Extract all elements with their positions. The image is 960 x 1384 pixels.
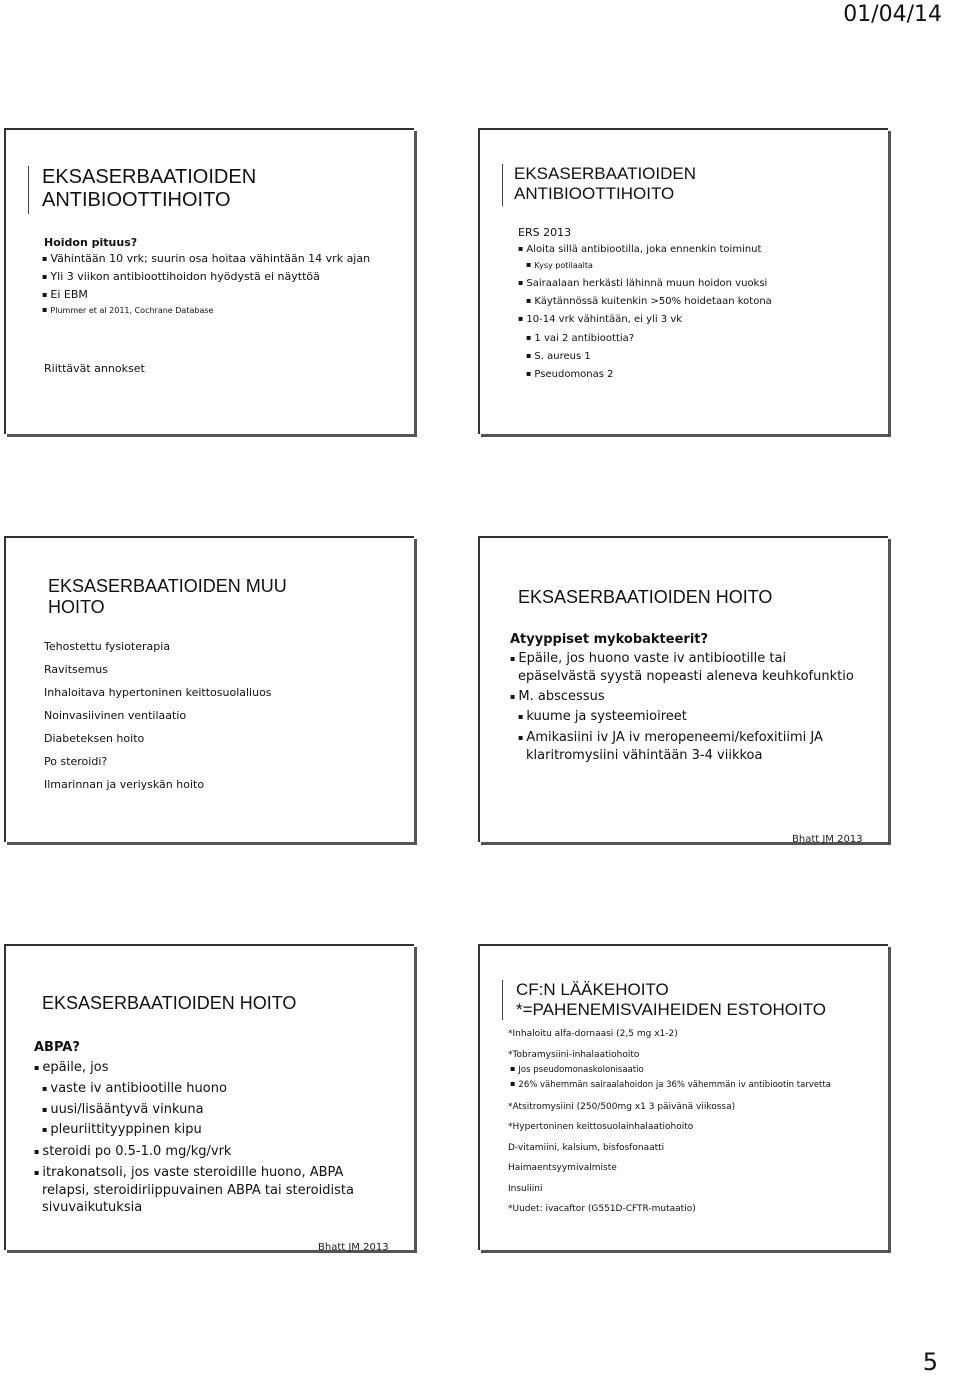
list-item: ▪ Epäile, jos huono vaste iv antibiootille tai (510, 651, 786, 666)
list-item: ▪ Vähintään 10 vrk; suurin osa hoitaa vähintään 14 vrk ajan (42, 252, 370, 265)
list-item: *Inhaloitu alfa-dornaasi (2,5 mg x1-2) (508, 1029, 678, 1039)
slide-2 (478, 128, 888, 434)
list-item: Hoidon pituus? (44, 236, 138, 249)
list-item: ▪ itrakonatsoli, jos vaste steroidille huono, ABPA (34, 1165, 343, 1180)
list-item: sivuvaikutuksia (42, 1200, 143, 1215)
list-item: ▪ Kysy potilaalta (526, 261, 593, 270)
list-item: Diabeteksen hoito (44, 732, 145, 745)
slide-title: EKSASERBAATIOIDEN MUU HOITO (48, 576, 287, 617)
list-item: Insuliini (508, 1184, 543, 1194)
list-item: Inhaloitava hypertoninen keittosuolaliuos (44, 686, 272, 699)
list-item: ▪ Käytännössä kuitenkin >50% hoidetaan kotona (526, 296, 772, 307)
list-item: ABPA? (34, 1040, 80, 1055)
list-item: ▪ vaste iv antibiootille huono (42, 1081, 227, 1096)
list-item: ▪ Ei EBM (42, 288, 88, 301)
list-item: Haimaentsyymivalmiste (508, 1163, 617, 1173)
title-accent-bar (28, 166, 29, 214)
list-item: Ilmarinnan ja veriyskän hoito (44, 778, 205, 791)
citation: Bhatt JM 2013 (318, 1242, 389, 1253)
slide-4 (478, 536, 888, 845)
list-item: Noinvasiivinen ventilaatio (44, 709, 187, 722)
list-item: ▪ steroidi po 0.5-1.0 mg/kg/vrk (34, 1144, 231, 1159)
list-item: Atyyppiset mykobakteerit? (510, 632, 709, 647)
list-item: D-vitamiini, kalsium, bisfosfonaatti (508, 1143, 665, 1153)
list-item: ERS 2013 (518, 226, 572, 239)
list-item: ▪ S. aureus 1 (526, 351, 591, 362)
list-item: ▪ 1 vai 2 antibioottia? (526, 333, 634, 344)
list-item: ▪ Plummer et al 2011, Cochrane Database (42, 306, 213, 315)
slide-title: EKSASERBAATIOIDEN HOITO (42, 993, 297, 1013)
title-accent-bar (502, 164, 503, 206)
list-item: epäselvästä syystä nopeasti aleneva keuhkofunktio (518, 669, 854, 684)
list-item: ▪ Amikasiini iv JA iv meropeneemi/kefoxitiimi JA (518, 730, 823, 745)
list-item: ▪ pleuriittityyppinen kipu (42, 1122, 202, 1137)
list-item: Po steroidi? (44, 755, 108, 768)
list-item: Riittävät annokset (44, 362, 145, 375)
citation: Bhatt JM 2013 (792, 834, 863, 845)
slide-6 (478, 944, 888, 1250)
list-item: relapsi, steroidiriippuvainen ABPA tai steroidista (42, 1183, 354, 1198)
list-item: ▪ 10-14 vrk vähintään, ei yli 3 vk (518, 314, 682, 325)
list-item: ▪ 26% vähemmän sairaalahoidon ja 36% vähemmän iv antibiootin tarvetta (510, 1080, 831, 1090)
slide-title: EKSASERBAATIOIDEN ANTIBIOOTTIHOITO (42, 166, 257, 211)
list-item: ▪ Yli 3 viikon antibioottihoidon hyödystä ei näyttöä (42, 270, 320, 283)
slide-title: CF:N LÄÄKEHOITO *=PAHENEMISVAIHEIDEN ESTOHOITO (516, 980, 827, 1019)
slide-title: EKSASERBAATIOIDEN HOITO (518, 587, 773, 607)
list-item: ▪ Pseudomonas 2 (526, 369, 614, 380)
list-item: ▪ M. abscessus (510, 689, 605, 704)
list-item: ▪ Sairaalaan herkästi lähinnä muun hoidon vuoksi (518, 278, 767, 289)
list-item: Tehostettu fysioterapia (44, 640, 171, 653)
list-item: *Atsitromysiini (250/500mg x1 3 päivänä viikossa) (508, 1102, 736, 1112)
list-item: ▪ uusi/lisääntyvä vinkuna (42, 1102, 204, 1117)
list-item: Ravitsemus (44, 663, 108, 676)
list-item: ▪ Aloita sillä antibiootilla, joka ennenkin toiminut (518, 244, 761, 255)
list-item: klaritromysiini vähintään 3-4 viikkoa (526, 748, 763, 763)
slide-5 (4, 944, 414, 1253)
list-item: ▪ Jos pseudomonaskolonisaatio (510, 1065, 644, 1075)
title-accent-bar (502, 980, 503, 1020)
list-item: ▪ kuume ja systeemioireet (518, 709, 687, 724)
date-header: 01/04/14 (843, 2, 942, 27)
page-number: 5 (922, 1348, 938, 1376)
slide-1 (4, 128, 414, 434)
list-item: *Hypertoninen keittosuolainhalaatiohoito (508, 1122, 694, 1132)
list-item: ▪ epäile, jos (34, 1060, 108, 1075)
slide-title: EKSASERBAATIOIDEN ANTIBIOOTTIHOITO (514, 164, 697, 203)
list-item: *Uudet: ivacaftor (G551D-CFTR-mutaatio) (508, 1204, 696, 1214)
slide-3 (4, 536, 414, 842)
list-item: *Tobramysiini-inhalaatiohoito (508, 1050, 640, 1060)
